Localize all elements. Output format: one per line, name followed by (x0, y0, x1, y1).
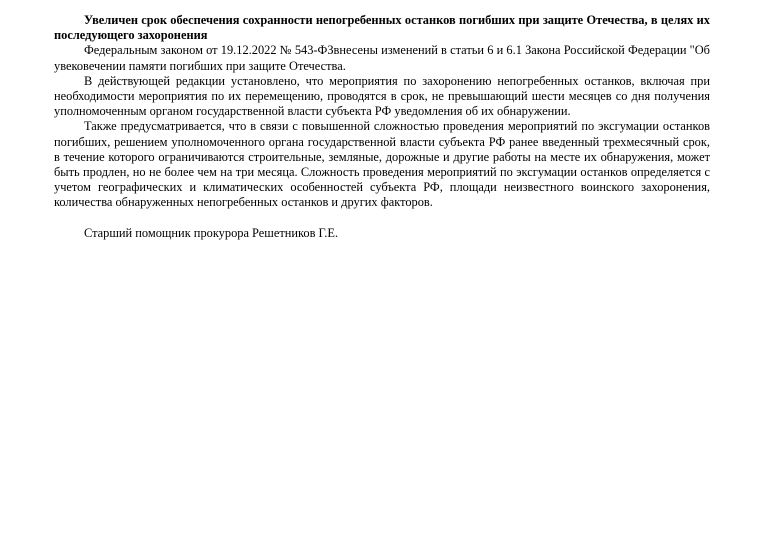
paragraph-exhumation-terms: Также предусматривается, что в связи с повышенной сложностью проведения мероприятий по эксгумации останков погибших, решением уполномоченного органа государственной власти субъекта РФ ранее введенный трехмесячный срок, в течение которого ограничиваются строительные, земляные, дорожные и другие работы на месте их обнаружения, может быть продлен, но не более чем на три месяца. Сложность проведения мероприятий по эксгумации останков определяется с учетом географических и климатических особенностей субъекта РФ, площади неизвестного воинского захоронения, количества обнаруженных непогребенных останков и других факторов. (54, 119, 710, 210)
paragraph-law-amendment: Федеральным законом от 19.12.2022 № 543-ФЗвнесены изменений в статьи 6 и 6.1 Закона Российской Федерации "Об увековечении памяти погибших при защите Отечества. (54, 43, 710, 73)
paragraph-current-rules: В действующей редакции установлено, что мероприятия по захоронению непогребенных останков, включая при необходимости мероприятия по их перемещению, проводятся в срок, не превышающий шести месяцев со дня получения уполномоченным органом государственной власти субъекта РФ уведомления об их обнаружении. (54, 73, 710, 119)
document-title: Увеличен срок обеспечения сохранности непогребенных останков погибших при защите Отечества, в целях их последующего захоронения (54, 13, 710, 43)
document-body (54, 13, 710, 241)
signature-line: Старший помощник прокурора Решетников Г.Е. (84, 225, 339, 240)
